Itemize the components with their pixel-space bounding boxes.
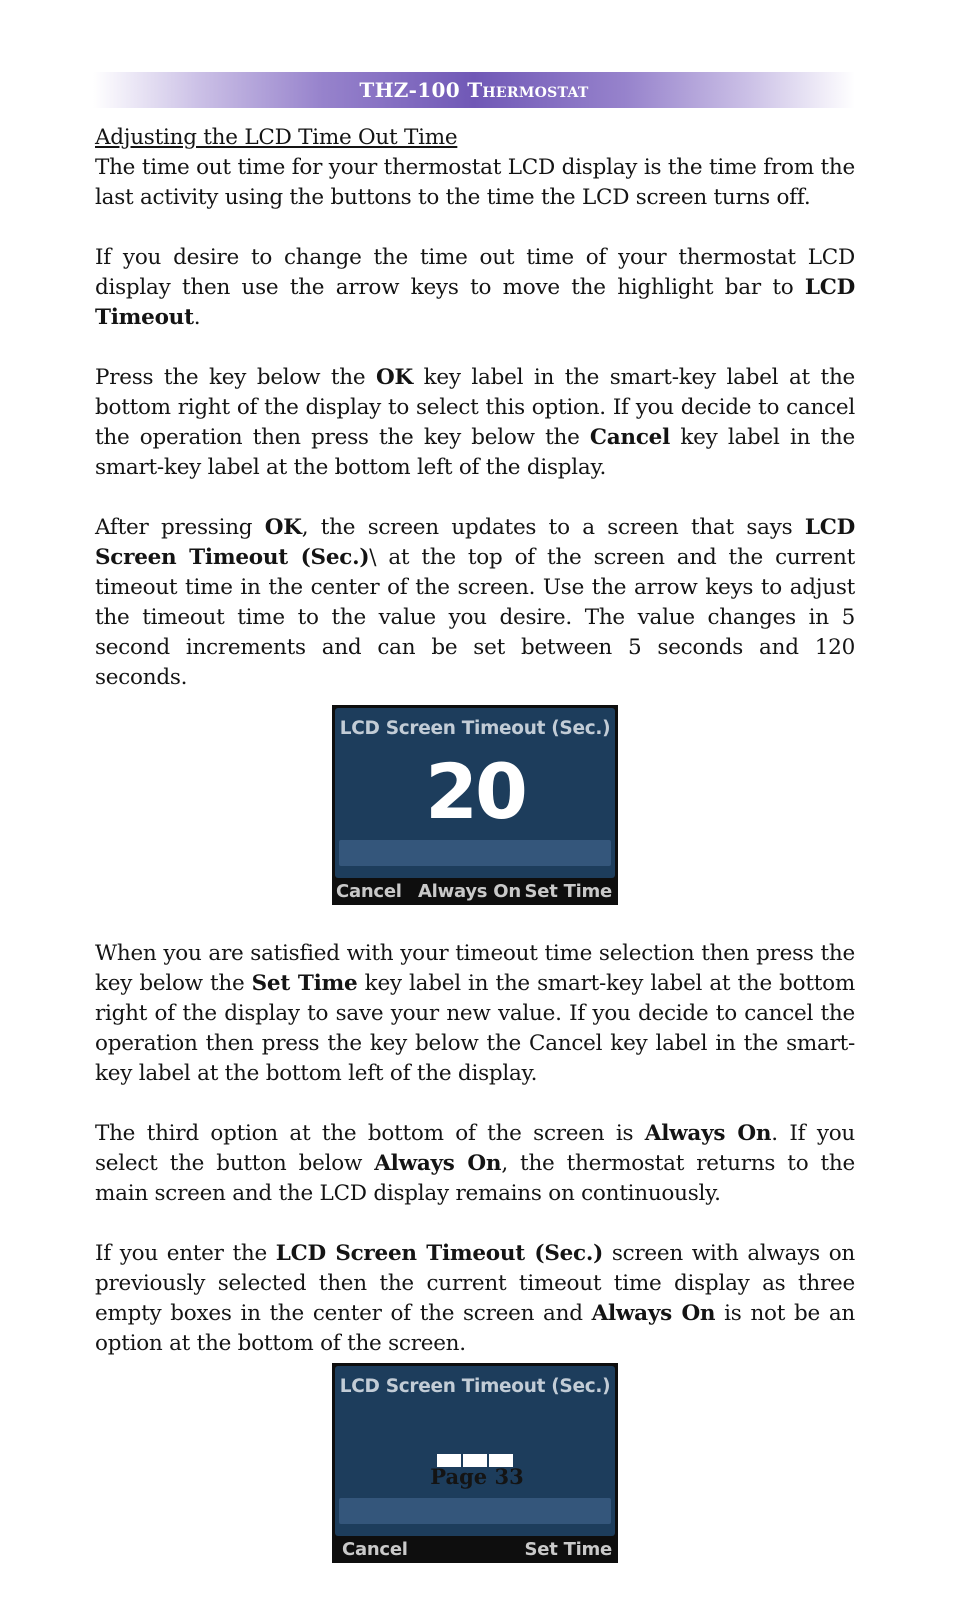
bold-cancel: Cancel bbox=[589, 425, 671, 450]
text: key label in the smart-key label at the bottom left of the display. bbox=[95, 425, 855, 480]
bold-lcd-timeout: LCD Timeout bbox=[95, 275, 855, 330]
text: key label in the smart-key label at the bottom right of the display to select this option. If you decide to cancel the operation then press the key below the bbox=[95, 365, 856, 450]
bold-lcd-screen-timeout: LCD Screen Timeout (Sec.) bbox=[275, 1241, 604, 1266]
bold-set-time: Set Time bbox=[251, 971, 358, 996]
text: When you are satisfied with your timeout time selection then press the key below the bbox=[95, 941, 855, 996]
bold-ok: OK bbox=[264, 515, 302, 540]
text: Press the key below the bbox=[95, 365, 377, 390]
text: screen with always on previously selected then the current timeout time display as three empty boxes in the center of the screen and bbox=[95, 1241, 856, 1326]
paragraph-adjust bbox=[95, 513, 855, 693]
page-number: Page 33 bbox=[430, 1464, 524, 1489]
paragraph-select bbox=[95, 363, 855, 483]
lcd-key-always-on: Always On bbox=[418, 881, 521, 902]
lcd-smart-keys bbox=[332, 1536, 618, 1563]
text: , the thermostat returns to the main screen and the LCD display remains on continuously. bbox=[95, 1151, 856, 1206]
document-body bbox=[95, 123, 855, 1563]
text: key label in the smart-key label at the bottom right of the display to save your new value. If you decide to cancel the operation then press the key below the Cancel key label in the smart-key label at the bottom left of the display. bbox=[95, 971, 855, 1086]
lcd-screen bbox=[335, 708, 615, 878]
paragraph-intro: The time out time for your thermostat LCD display is the time from the last activity using the buttons to the time the LCD screen turns off. bbox=[95, 155, 855, 210]
bold-ok: OK bbox=[376, 365, 413, 390]
lcd-smart-keys bbox=[332, 878, 618, 905]
text: If you enter the bbox=[95, 1241, 276, 1266]
lcd-key-set-time: Set Time bbox=[524, 881, 612, 902]
lcd-title: LCD Screen Timeout (Sec.) bbox=[339, 718, 611, 739]
lcd-highlight-bar bbox=[339, 840, 611, 866]
text: If you desire to change the time out time of your thermostat LCD display then use the arrow keys to move the highlight bar to bbox=[95, 245, 855, 300]
bold-always-on: Always On bbox=[644, 1121, 772, 1146]
lcd-screen bbox=[335, 1366, 615, 1536]
lcd-screenshot-timeout-value bbox=[332, 705, 618, 905]
text: After pressing bbox=[95, 515, 265, 540]
header-model: THZ-100 bbox=[359, 78, 460, 102]
bold-lcd-screen-timeout: LCD Screen Timeout (Sec.) bbox=[95, 515, 856, 570]
paragraph-empty-boxes bbox=[95, 1239, 855, 1359]
text: is not be an option at the bottom of the screen. bbox=[95, 1301, 855, 1356]
lcd-key-cancel: Cancel bbox=[342, 1539, 408, 1560]
lcd-timeout-value: 20 bbox=[425, 747, 525, 836]
bold-always-on: Always On bbox=[374, 1151, 502, 1176]
lcd-key-cancel: Cancel bbox=[336, 881, 402, 902]
text: The third option at the bottom of the screen is bbox=[95, 1121, 645, 1146]
paragraph-always-on bbox=[95, 1119, 855, 1209]
lcd-key-set-time: Set Time bbox=[524, 1539, 612, 1560]
text: . If you select the button below bbox=[95, 1121, 856, 1176]
text: , the screen updates to a screen that says bbox=[301, 515, 805, 540]
lcd-title: LCD Screen Timeout (Sec.) bbox=[339, 1376, 611, 1397]
page-header bbox=[93, 72, 855, 108]
bold-always-on: Always On bbox=[591, 1301, 716, 1326]
header-title: Thermostat bbox=[467, 78, 589, 102]
paragraph-navigate bbox=[95, 243, 855, 333]
lcd-screenshot-always-on bbox=[332, 1363, 618, 1563]
text: \ at the top of the screen and the current timeout time in the center of the screen. Use the arrow keys to adjust the timeout time to the value you desire. The value changes in 5 second increments and can be set between 5 seconds and 120 seconds. bbox=[95, 545, 855, 690]
text: . bbox=[193, 305, 201, 330]
section-heading: Adjusting the LCD Time Out Time bbox=[95, 125, 458, 150]
lcd-highlight-bar bbox=[339, 1498, 611, 1524]
paragraph-save bbox=[95, 939, 855, 1089]
